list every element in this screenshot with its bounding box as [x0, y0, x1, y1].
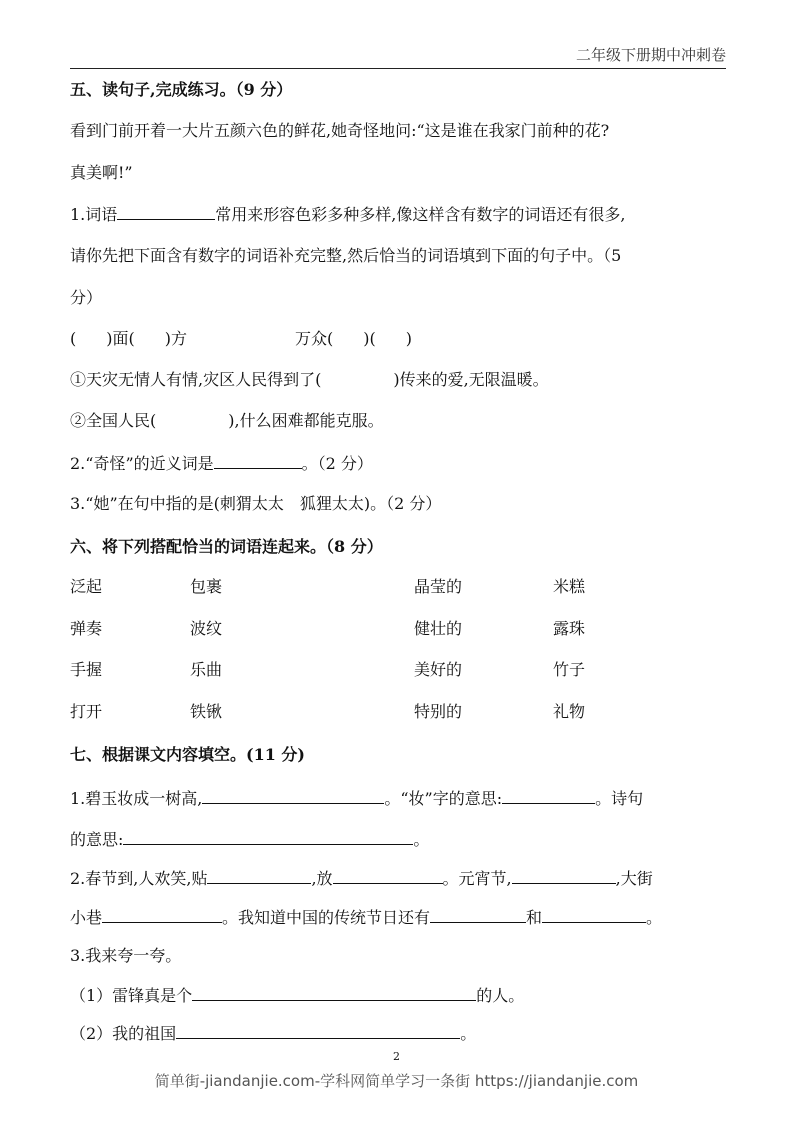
match-col2-item[interactable]: 铁锹 — [190, 702, 223, 721]
match-col1-item[interactable]: 弹奏 — [70, 619, 103, 638]
s5-q2-text: 2.“奇怪”的近义词是 — [70, 454, 214, 473]
match-col1-item[interactable]: 打开 — [70, 702, 103, 721]
s5-q1-line-3: 分） — [70, 288, 103, 307]
idiom1-open: ( — [70, 329, 77, 348]
idiom-fill-row — [70, 328, 412, 350]
s7-q1-b: 。“妆”字的意思: — [384, 789, 503, 808]
match-col4-item[interactable]: 米糕 — [553, 577, 586, 596]
section-5-heading: 五、读句子,完成练习。（9 分） — [70, 80, 293, 99]
s7-q3-1-a: （1）雷锋真是个 — [70, 986, 193, 1005]
s7-q1-line-1 — [70, 787, 643, 810]
section-7-heading: 七、根据课文内容填空。(11 分) — [70, 745, 305, 764]
match-col1-item[interactable]: 手握 — [70, 660, 103, 679]
s7-q1-d: 的意思: — [70, 830, 124, 849]
idiom2-start: 万众( — [295, 329, 334, 348]
s7-q2-d: ,大街 — [615, 869, 653, 888]
s7-q3: 3.我来夸一夸。 — [70, 946, 182, 965]
idiom1-end: )方 — [164, 329, 187, 348]
s7-q1-line-2 — [70, 828, 429, 851]
s7-q1-e: 。 — [413, 830, 430, 849]
footer-watermark: 简单街-jiandanjie.com-学科网简单学习一条街 https://jiandanjie.com — [154, 1072, 639, 1090]
s7-q1-c: 。诗句 — [595, 789, 644, 808]
s7-q1-a: 1.碧玉妆成一树高, — [70, 789, 203, 808]
section-6-heading: 六、将下列搭配恰当的词语连起来。（8 分） — [70, 537, 383, 556]
s7-q2-a: 2.春节到,人欢笑,贴 — [70, 869, 208, 888]
s5-sentence-2-a: ②全国人民( — [70, 411, 157, 430]
s5-q1-blank[interactable] — [117, 203, 215, 220]
s5-sentence-1-b: )传来的爱,无限温暖。 — [393, 370, 549, 389]
s7-q1-blank-1[interactable] — [202, 787, 384, 804]
s7-q2-h: 。 — [646, 908, 663, 927]
s5-q2-blank[interactable] — [214, 452, 302, 469]
s7-q2-blank-5[interactable] — [430, 906, 526, 923]
s7-q2-e: 小巷 — [70, 908, 103, 927]
s7-q2-blank-3[interactable] — [512, 867, 616, 884]
match-col3-item[interactable]: 特别的 — [414, 702, 463, 721]
s5-q3: 3.“她”在句中指的是(刺猬太太 狐狸太太)。（2 分） — [70, 494, 442, 513]
match-col3-item[interactable]: 美好的 — [414, 660, 463, 679]
match-col3-item[interactable]: 晶莹的 — [414, 577, 463, 596]
s7-q3-item-2 — [70, 1022, 476, 1045]
s7-q3-2-b: 。 — [460, 1024, 477, 1043]
s5-q1-line-1 — [70, 203, 625, 226]
match-col4-item[interactable]: 礼物 — [553, 702, 586, 721]
s7-q3-2-a: （2）我的祖国 — [70, 1024, 177, 1043]
match-col2-item[interactable]: 乐曲 — [190, 660, 223, 679]
match-col4-item[interactable]: 露珠 — [553, 619, 586, 638]
s5-q1-prefix: 1.词语 — [70, 205, 118, 224]
idiom1-mid: )面( — [106, 329, 135, 348]
s5-q2-score: 。（2 分） — [301, 454, 373, 473]
s7-q2-blank-1[interactable] — [207, 867, 311, 884]
s7-q2-line-2 — [70, 906, 662, 929]
s7-q1-blank-2[interactable] — [502, 787, 595, 804]
s7-q3-item-1 — [70, 984, 524, 1007]
header-title: 二年级下册期中冲刺卷 — [575, 46, 726, 64]
match-col2-item[interactable]: 波纹 — [190, 619, 223, 638]
s7-q3-2-blank[interactable] — [176, 1022, 460, 1039]
s7-q2-blank-2[interactable] — [333, 867, 443, 884]
page-number: 2 — [393, 1050, 400, 1063]
match-col2-item[interactable]: 包裹 — [190, 577, 223, 596]
s5-q1-text: 常用来形容色彩多种多样,像这样含有数字的词语还有很多, — [215, 205, 626, 224]
match-col3-item[interactable]: 健壮的 — [414, 619, 463, 638]
s7-q3-1-blank[interactable] — [192, 984, 476, 1001]
section-5-passage-line-1: 看到门前开着一大片五颜六色的鲜花,她奇怪地问:“这是谁在我家门前种的花? — [70, 121, 610, 140]
s5-q2 — [70, 452, 373, 475]
idiom2-mid: )( — [363, 329, 376, 348]
s5-sentence-1 — [70, 369, 549, 391]
s5-sentence-2 — [70, 410, 384, 432]
page-header — [70, 42, 726, 69]
match-col1-item[interactable]: 泛起 — [70, 577, 103, 596]
idiom2-end: ) — [405, 329, 412, 348]
s5-q1-line-2: 请你先把下面含有数字的词语补充完整,然后恰当的词语填到下面的句子中。（5 — [70, 246, 622, 265]
s7-q2-f: 。我知道中国的传统节日还有 — [222, 908, 431, 927]
s7-q1-blank-3[interactable] — [123, 828, 413, 845]
match-col4-item[interactable]: 竹子 — [553, 660, 586, 679]
s7-q2-g: 和 — [526, 908, 543, 927]
s7-q2-blank-6[interactable] — [542, 906, 646, 923]
s7-q3-1-b: 的人。 — [476, 986, 525, 1005]
s5-sentence-1-a: ①天灾无情人有情,灾区人民得到了( — [70, 370, 322, 389]
s7-q2-b: ,放 — [311, 869, 333, 888]
section-5-passage-line-2: 真美啊!” — [70, 163, 133, 182]
s7-q2-line-1 — [70, 867, 653, 890]
s5-sentence-2-b: ),什么困难都能克服。 — [228, 411, 384, 430]
s7-q2-blank-4[interactable] — [102, 906, 222, 923]
s7-q2-c: 。元宵节, — [442, 869, 512, 888]
